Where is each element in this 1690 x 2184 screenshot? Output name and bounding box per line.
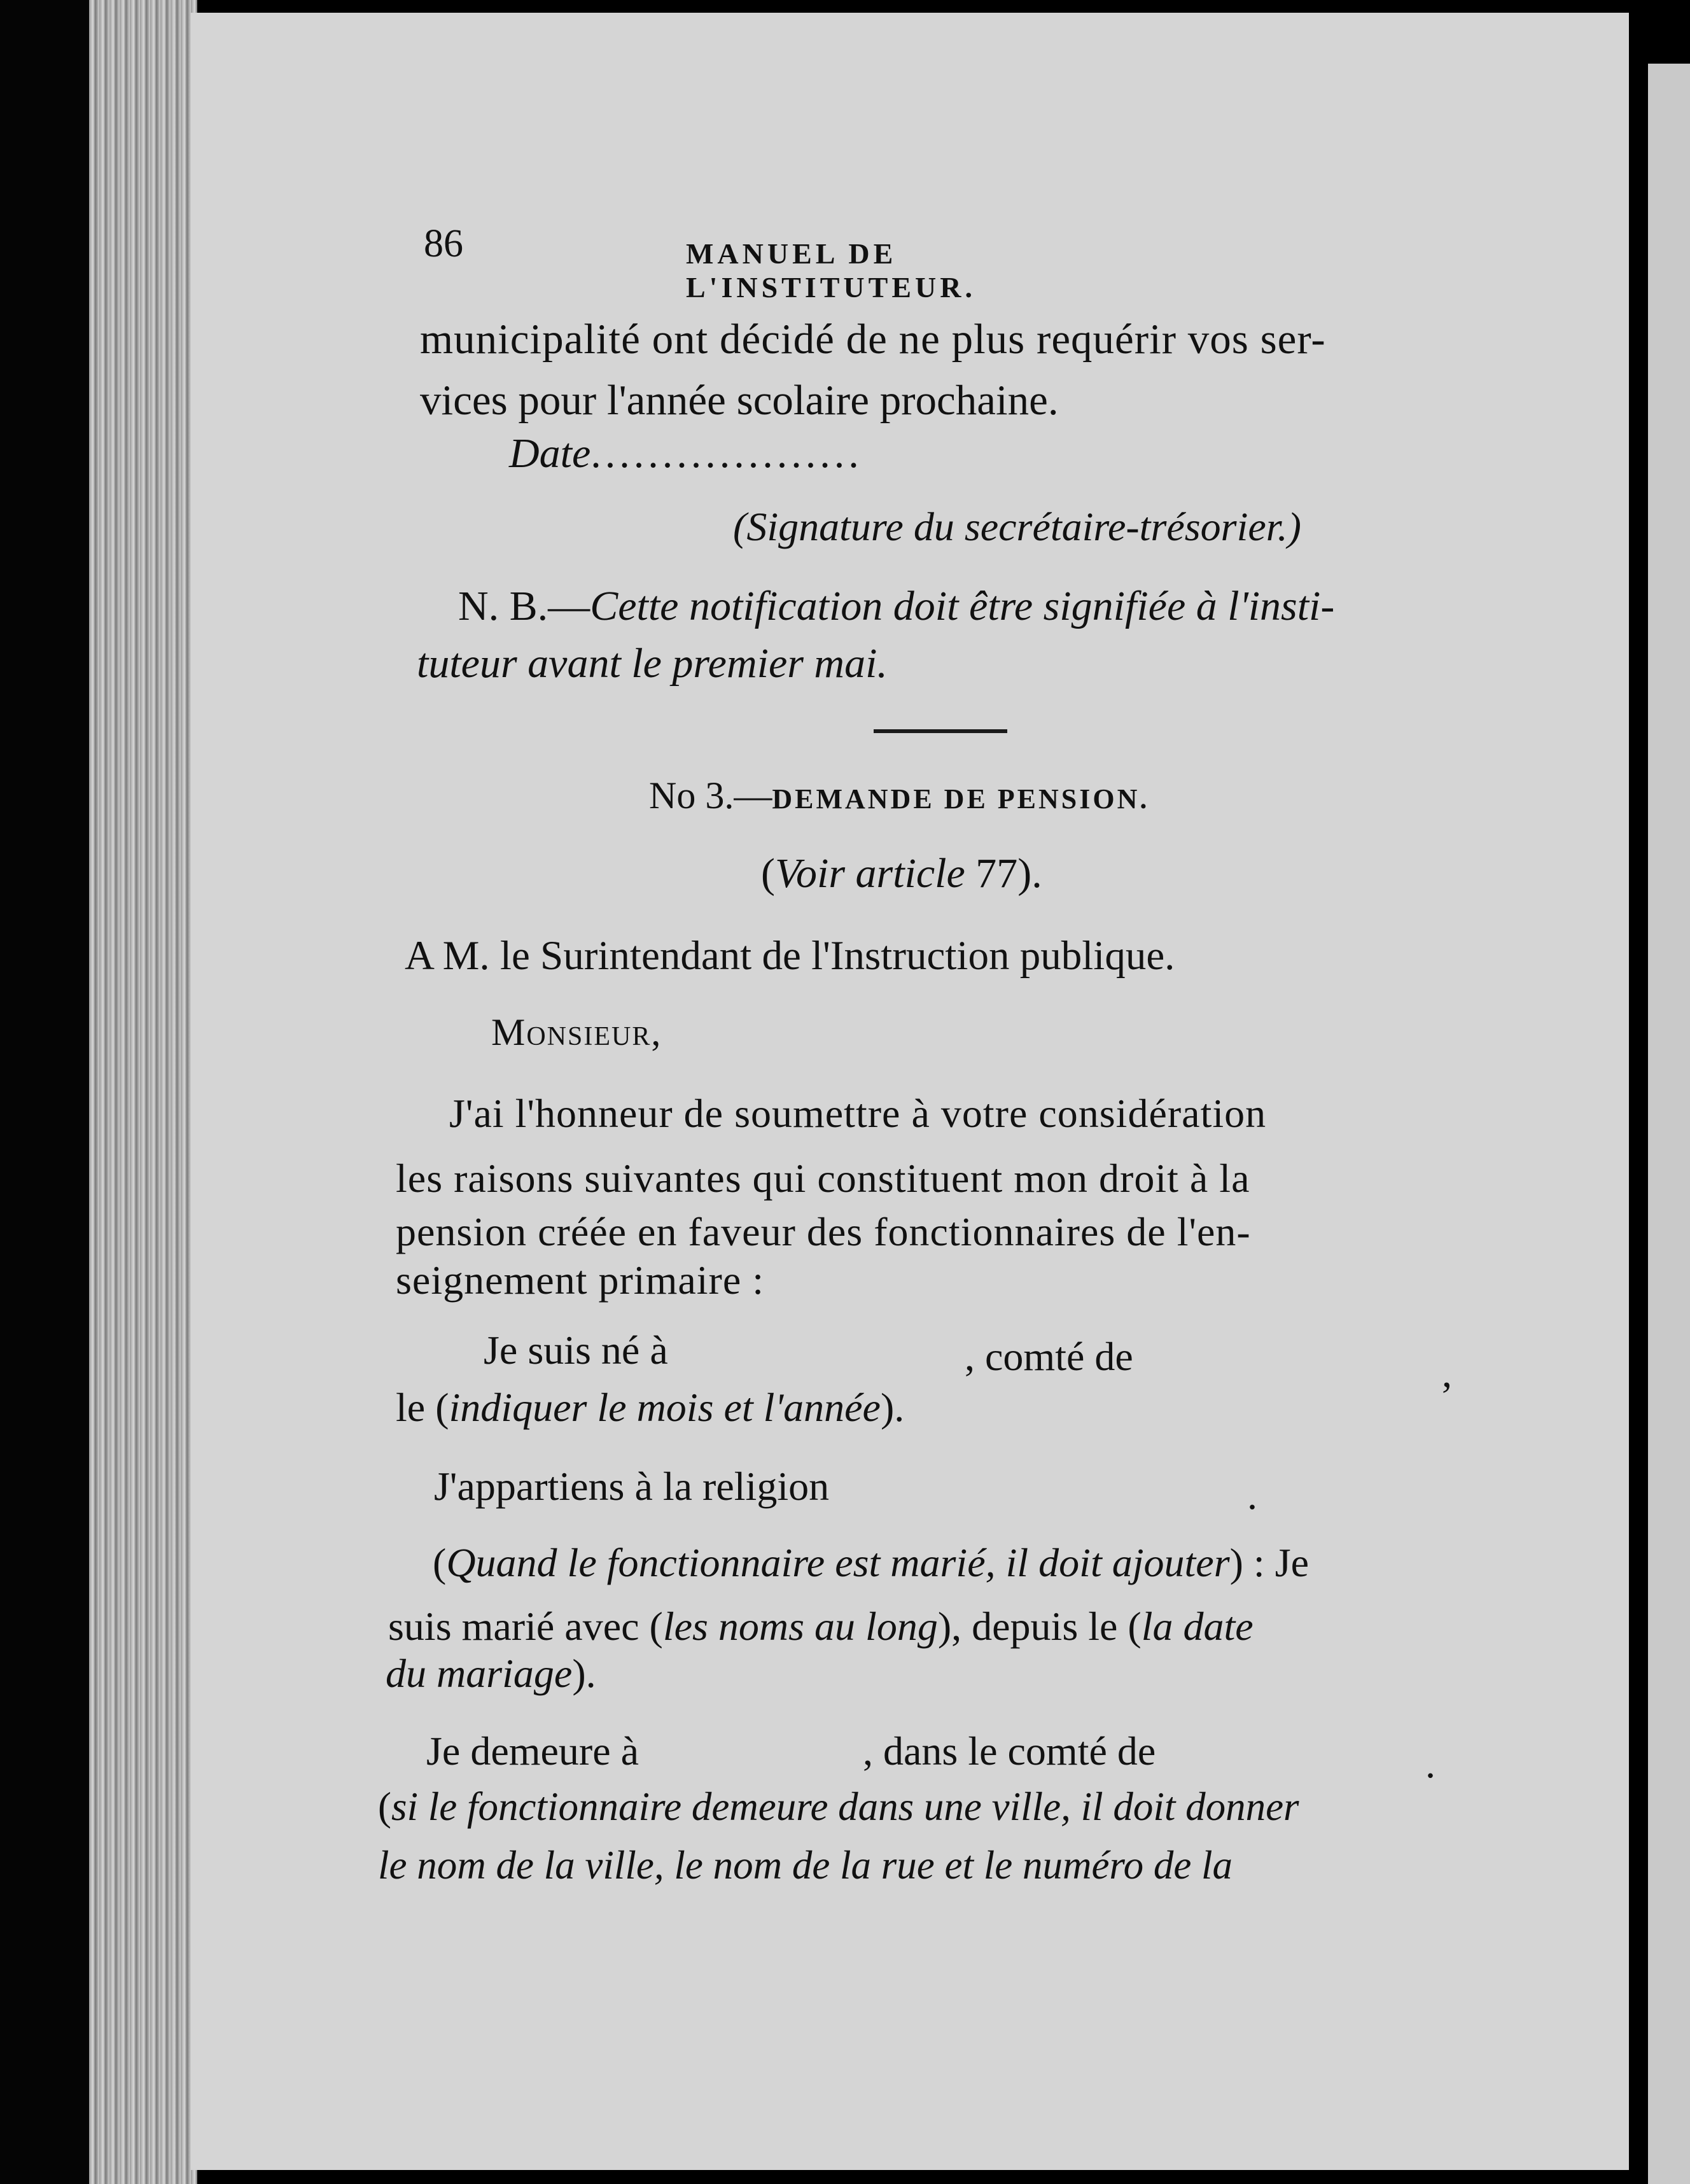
married-wedding: du mariage	[386, 1651, 573, 1696]
married-line-2	[388, 1606, 1254, 1647]
date-dots: ...................	[590, 430, 863, 477]
reside-line-3: le nom de la ville, le nom de la rue et le numéro de la	[378, 1843, 1233, 1887]
running-title: MANUEL DE L'INSTITUTEUR.	[686, 237, 976, 304]
married-with: suis marié avec (	[388, 1604, 663, 1649]
text-line: municipalité ont décidé de ne plus requérir vos ser-	[420, 316, 1326, 363]
married-since: ), depuis le (	[937, 1604, 1142, 1649]
section-number: No 3.—	[649, 774, 772, 816]
reside-line-2	[378, 1784, 1299, 1829]
married-date: la date	[1141, 1604, 1254, 1649]
married-end: ).	[572, 1651, 596, 1696]
married-names: les noms au long	[662, 1604, 938, 1649]
married-line	[433, 1540, 1309, 1585]
nb-label: N. B.—	[458, 583, 590, 629]
book-page-edges	[89, 0, 197, 2184]
signature-line: (Signature du secrétaire-trésorier.)	[733, 504, 1301, 549]
reside-open: (	[378, 1784, 391, 1829]
text-line: seignement primaire :	[396, 1257, 765, 1303]
religion-line: J'appartiens à la religion	[434, 1464, 830, 1509]
married-instruction: Quand le fonctionnaire est marié, il doit ajouter	[446, 1540, 1230, 1585]
article-reference	[761, 850, 1042, 897]
page-number: 86	[424, 222, 463, 265]
text-line: les raisons suivantes qui constituent mon droit à la	[396, 1156, 1250, 1201]
text-line: pension créée en faveur des fonctionnaires de l'en-	[396, 1209, 1251, 1254]
reside-county: , dans le comté de	[863, 1728, 1156, 1774]
gutter-shadow	[1629, 0, 1648, 2184]
religion-dot: .	[1247, 1473, 1257, 1518]
reside-dot: .	[1425, 1741, 1435, 1786]
facing-page-edge	[1648, 64, 1690, 2184]
text-line: vices pour l'année scolaire prochaine.	[420, 377, 1059, 424]
section-title: DEMANDE DE PENSION.	[772, 783, 1150, 815]
article-reference-text: Voir article	[774, 850, 965, 897]
born-county: , comté de	[965, 1334, 1133, 1379]
born-le: le (	[396, 1385, 449, 1430]
addressee: A M. le Surintendant de l'Instruction publique.	[405, 933, 1175, 979]
born-close: ).	[880, 1385, 905, 1430]
date-line	[509, 430, 863, 477]
born-comma: ,	[1442, 1350, 1452, 1396]
nb-text-cont: tuteur avant le premier mai.	[417, 640, 888, 687]
nb-line	[458, 585, 1334, 627]
reside-at: Je demeure à	[426, 1728, 639, 1774]
text-line: J'ai l'honneur de soumettre à votre considération	[449, 1091, 1267, 1136]
article-number: 77).	[965, 850, 1042, 897]
reside-instruction: si le fonctionnaire demeure dans une ville, il doit donner	[391, 1784, 1299, 1829]
married-open: (	[433, 1540, 447, 1585]
paren-open: (	[761, 850, 775, 897]
nb-text: Cette notification doit être signifiée à l'insti-	[590, 583, 1335, 629]
born-instruction: indiquer le mois et l'année	[449, 1385, 881, 1430]
salutation: Monsieur,	[491, 1011, 662, 1053]
page-edge-shadow	[0, 0, 89, 2184]
born-at: Je suis né à	[484, 1327, 668, 1373]
married-close: ) : Je	[1229, 1540, 1309, 1585]
date-label: Date	[509, 430, 591, 477]
section-divider	[874, 729, 1007, 733]
born-date-line	[396, 1387, 904, 1428]
married-line-3	[386, 1653, 596, 1694]
section-heading	[649, 776, 1149, 815]
